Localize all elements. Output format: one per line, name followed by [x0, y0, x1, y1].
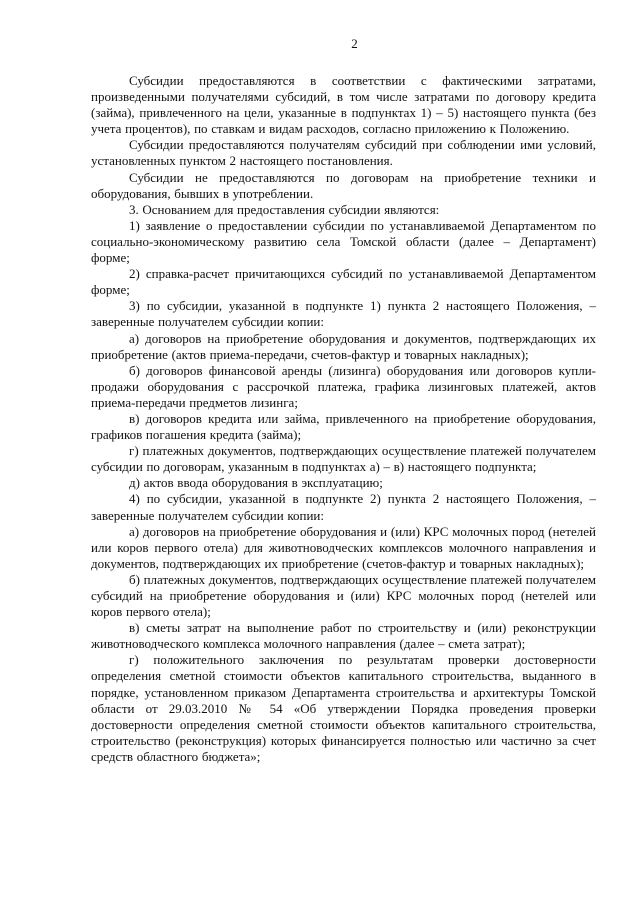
paragraph-item-3-4-a: а) договоров на приобретение оборудования и (или) КРС молочных пород (нетелей или коров первого отела) для животноводческих комплексов молочного направления и документов, подтверждающих их приобретение (счетов-фактур и товарных накладных); [91, 523, 596, 571]
paragraph-item-3-3-a: а) договоров на приобретение оборудования и документов, подтверждающих их приобретение (актов приема-передачи, счетов-фактур и товарных накладных); [91, 330, 596, 362]
paragraph-item-3-3-v: в) договоров кредита или займа, привлеченного на приобретение оборудования, графиков погашения кредита (займа); [91, 410, 596, 443]
paragraph-subsidy-conditions: Субсидии предоставляются получателям субсидий при соблюдении ими условий, установленных пунктом 2 настоящего постановления. [91, 137, 596, 169]
paragraph-item-3-4-g: г) положительного заключения по результатам проверки достоверности определения сметной стоимости объектов капитального строительства, выданного в порядке, установленном приказом Департамента строительства и архитектуры Томской области от 29.03.2010 № 54 «Об утверждении Порядка проведения проверки достоверности определения сметной стоимости объектов капитального строительства, строительство (реконструкция) которых финансируется полностью или частично за счет средств областного бюджета»; [91, 652, 596, 764]
paragraph-item-3-2: 2) справка-расчет причитающихся субсидий по устанавливаемой Департаментом форме; [91, 266, 596, 298]
page-number: 2 [351, 36, 358, 51]
paragraph-item-3-3-g: г) платежных документов, подтверждающих осуществление платежей получателем субсидии по договорам, указанным в подпунктах а) – в) настоящего подпункта; [91, 443, 596, 475]
paragraph-item-3-4: 4) по субсидии, указанной в подпункте 2) пункта 2 настоящего Положения, – заверенные получателем субсидии копии: [91, 491, 596, 523]
paragraph-used-equipment-exclusion: Субсидии не предоставляются по договорам на приобретение техники и оборудования, бывших в употреблении. [91, 169, 596, 201]
paragraph-item-3-1: 1) заявление о предоставлении субсидии по устанавливаемой Департаментом по социально-экономическому развитию села Томской области (далее – Департамент) форме; [91, 217, 596, 266]
paragraph-subsidy-basis: Субсидии предоставляются в соответствии с фактическими затратами, произведенными получателями субсидий, в том числе затратами по договору кредита (займа), привлеченного на цели, указанные в подпунктах 1) – 5) настоящего пункта (без учета процентов), по ставкам и видам расходов, согласно приложению к Положению. [91, 73, 596, 137]
document-page [91, 36, 596, 765]
paragraph-item-3-4-v: в) сметы затрат на выполнение работ по строительству и (или) реконструкции животноводческого комплекса молочного направления (далее – смета затрат); [91, 620, 596, 652]
paragraph-item-3-3-d: д) актов ввода оборудования в эксплуатацию; [129, 475, 383, 491]
paragraph-item-3-3: 3) по субсидии, указанной в подпункте 1) пункта 2 настоящего Положения, – заверенные получателем субсидии копии: [91, 298, 596, 330]
paragraph-item-3-heading: 3. Основанием для предоставления субсидии являются: [129, 201, 440, 217]
paragraph-item-3-3-b: б) договоров финансовой аренды (лизинга) оборудования или договоров купли-продажи оборудования с рассрочкой платежа, графика лизинговых платежей, актов приема-передачи предметов лизинга; [91, 362, 596, 410]
paragraph-item-3-4-b: б) платежных документов, подтверждающих осуществление платежей получателем субсидий на приобретение оборудования и (или) КРС молочных пород (нетелей или коров первого отела); [91, 571, 596, 620]
